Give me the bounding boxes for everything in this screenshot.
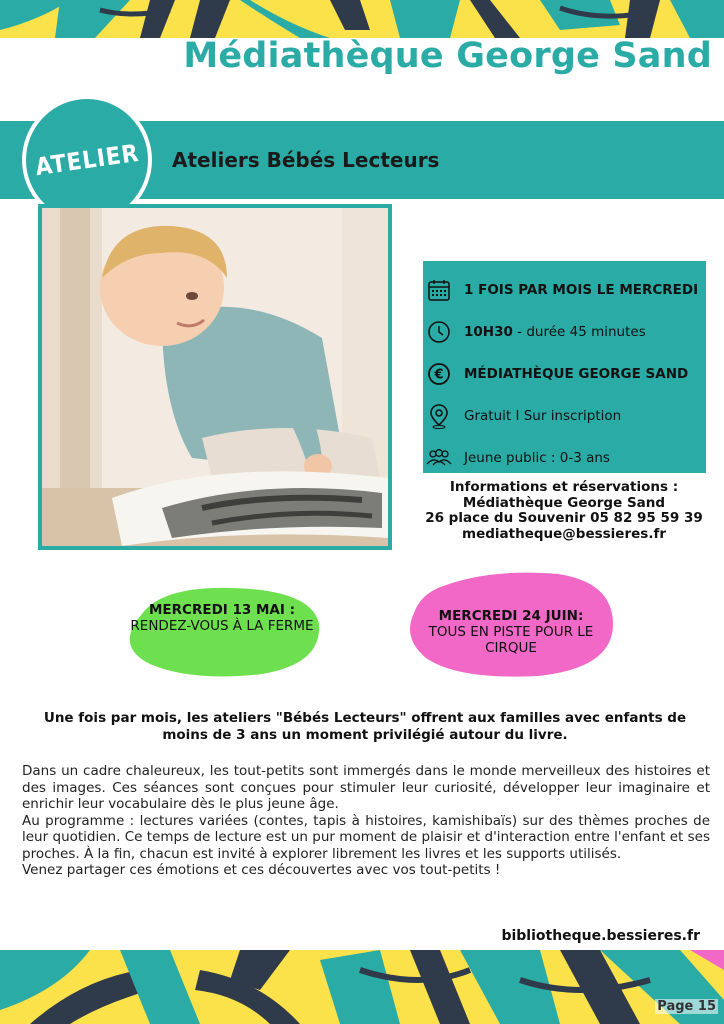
event-june-date: MERCREDI 24 JUIN: <box>438 608 584 624</box>
event-june-theme: TOUS EN PISTE POUR LE CIRQUE <box>428 624 594 656</box>
clock-icon <box>426 319 452 345</box>
info-price: Gratuit I Sur inscription <box>464 408 622 424</box>
info-frequency-row <box>423 275 706 305</box>
description-paragraph: Venez partager ces émotions et ces découvertes avec vos tout-petits ! <box>22 862 501 878</box>
lead-paragraph: Une fois par mois, les ateliers "Bébés Lecteurs" offrent aux familles avec enfants de moins de 3 ans un moment privilégié autour du livre. <box>43 710 687 743</box>
event-may-date: MERCREDI 13 MAI : <box>149 602 295 618</box>
contact-block <box>412 480 716 542</box>
info-box <box>423 261 706 473</box>
event-blob-june <box>408 568 614 678</box>
workshop-title: Ateliers Bébés Lecteurs <box>172 148 440 172</box>
description-paragraph: Au programme : lectures variées (contes, tapis à histoires, kamishibaïs) sur des thèmes proches de leur quotidien. Ce temps de lecture est un pur moment de plaisir et d'interaction entre l'enfant et ses proches. À la fin, chacun est invité à explorer librement les livres et les supports utilisés. <box>22 812 710 862</box>
info-price-row <box>423 401 706 431</box>
page-title: Médiathèque George Sand <box>183 36 712 76</box>
contact-address-phone: 26 place du Souvenir 05 82 95 59 39 <box>425 510 703 526</box>
info-audience-row <box>423 443 706 473</box>
decorative-top-band <box>0 0 724 38</box>
description-paragraph: Dans un cadre chaleureux, les tout-petits sont immergés dans le monde merveilleux des histoires et des images. Ces séances sont conçues pour stimuler leur curiosité, développer leur imaginaire et enrichir leur vocabulaire dès le plus jeune âge. <box>22 763 710 812</box>
info-time-rest: - durée 45 minutes <box>512 324 646 340</box>
toddler-reading-photo <box>38 204 392 550</box>
location-pin-icon <box>426 403 452 429</box>
info-frequency: 1 FOIS PAR MOIS LE MERCREDI <box>464 282 699 298</box>
contact-email: mediatheque@bessieres.fr <box>462 525 666 542</box>
page-number: Page 15 <box>657 999 716 1014</box>
people-icon <box>426 445 452 471</box>
info-place-row <box>423 359 706 389</box>
svg-text:€: € <box>434 367 444 383</box>
calendar-icon <box>426 277 452 303</box>
event-may-theme: RENDEZ-VOUS À LA FERME <box>130 618 314 634</box>
contact-name: Médiathèque George Sand <box>462 494 666 511</box>
euro-icon <box>426 361 452 387</box>
info-time-row <box>423 317 706 347</box>
atelier-badge-label: ATELIER <box>33 138 141 182</box>
info-place: MÉDIATHÈQUE GEORGE SAND <box>464 366 689 382</box>
event-blob-may <box>122 584 322 680</box>
website-link[interactable]: bibliotheque.bessieres.fr <box>501 928 700 944</box>
contact-heading: Informations et réservations : <box>449 479 679 495</box>
description-text <box>22 763 710 879</box>
info-audience: Jeune public : 0-3 ans <box>464 450 610 466</box>
info-time-bold: 10H30 <box>464 324 513 340</box>
decorative-bottom-band <box>0 950 724 1024</box>
